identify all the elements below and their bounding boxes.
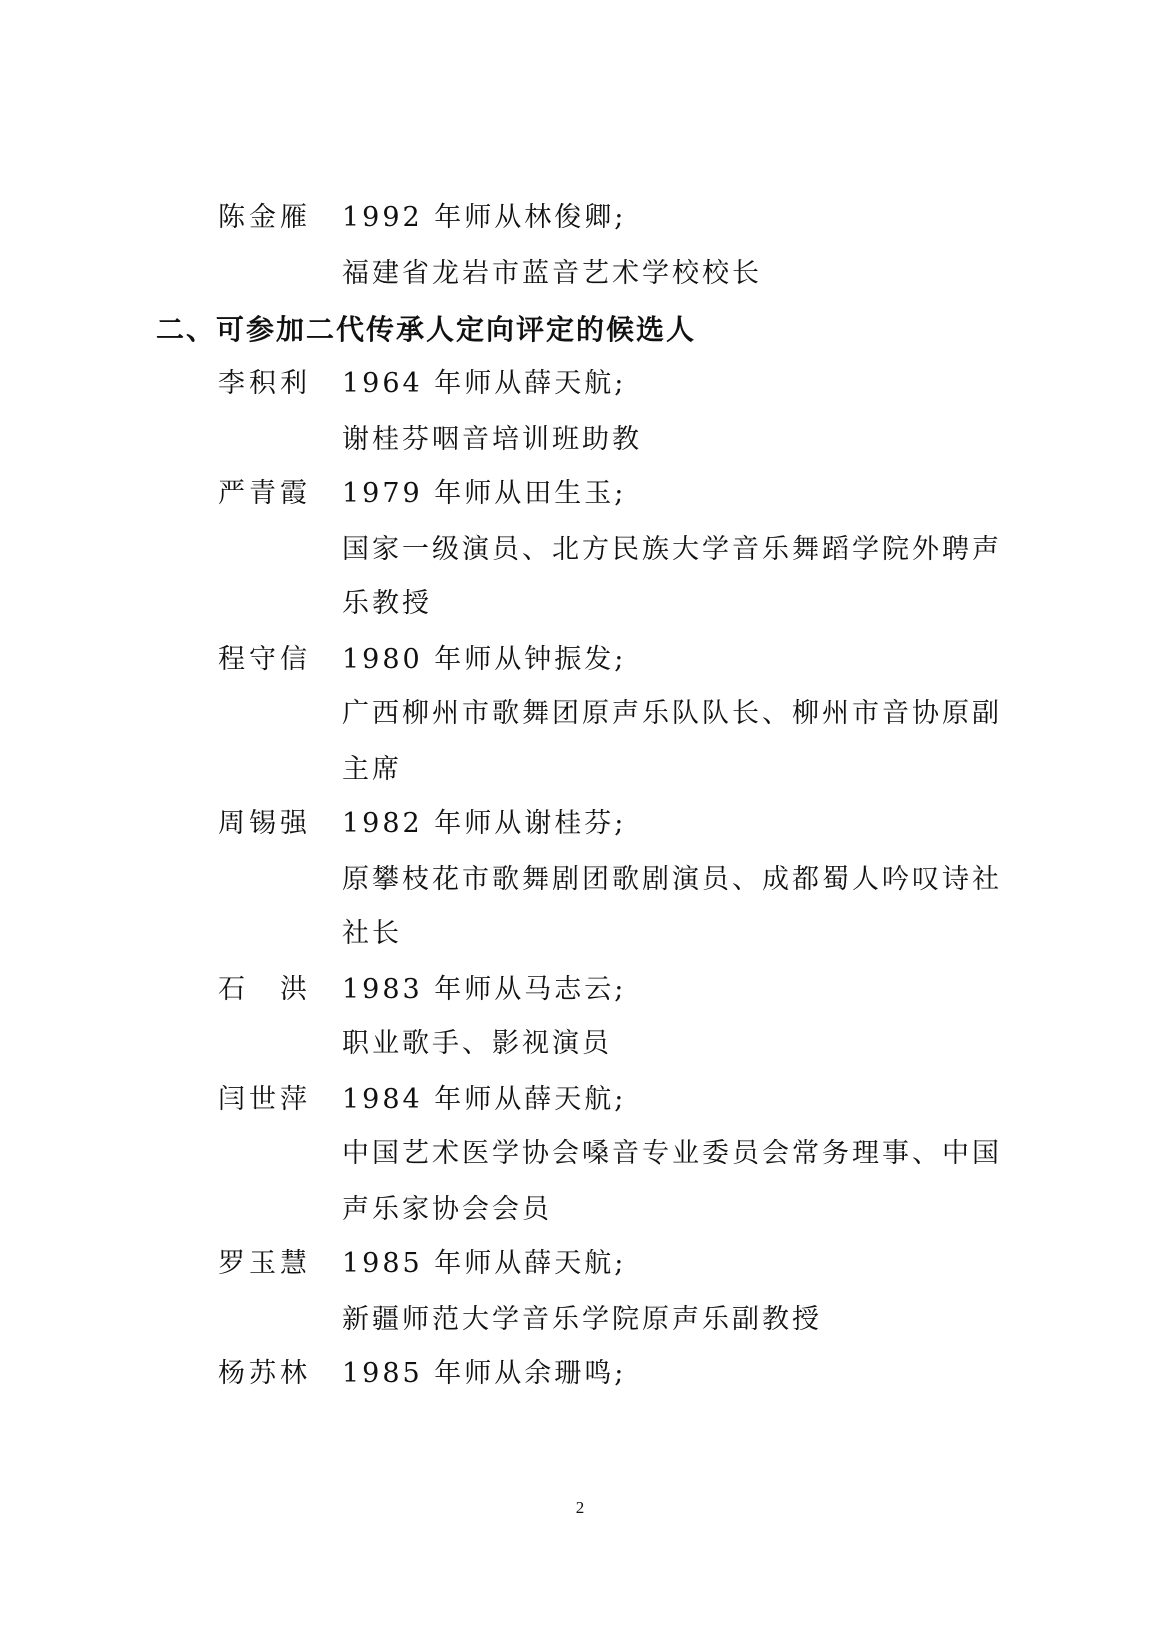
candidate-detail: 声乐家协会会员: [342, 1194, 552, 1225]
candidate-detail: 1985 年师从余珊鸣;: [342, 1358, 627, 1389]
candidate-detail: 1992 年师从林俊卿;: [342, 202, 627, 233]
candidate-detail: 谢桂芬咽音培训班助教: [342, 424, 642, 455]
candidate-detail: 1985 年师从薛天航;: [342, 1248, 627, 1279]
candidate-name: 周锡强: [218, 808, 311, 839]
candidate-name: 石 洪: [218, 974, 311, 1005]
candidate-name: 闫世萍: [218, 1084, 311, 1115]
candidate-detail: 主席: [342, 754, 402, 785]
section-heading: 二、可参加二代传承人定向评定的候选人: [156, 313, 697, 346]
candidate-name: 李积利: [218, 368, 311, 399]
candidate-detail: 乐教授: [342, 588, 432, 619]
candidate-name: 罗玉慧: [218, 1248, 311, 1279]
candidate-detail: 原攀枝花市歌舞剧团歌剧演员、成都蜀人吟叹诗社: [342, 864, 1002, 895]
candidate-name: 严青霞: [218, 478, 311, 509]
candidate-name: 程守信: [218, 644, 311, 675]
candidate-detail: 1984 年师从薛天航;: [342, 1084, 627, 1115]
candidate-name: 杨苏林: [218, 1358, 311, 1389]
candidate-detail: 社长: [342, 918, 402, 949]
candidate-detail: 福建省龙岩市蓝音艺术学校校长: [342, 258, 762, 289]
candidate-detail: 1980 年师从钟振发;: [342, 644, 627, 675]
candidate-detail: 广西柳州市歌舞团原声乐队队长、柳州市音协原副: [342, 698, 1002, 729]
candidate-detail: 1979 年师从田生玉;: [342, 478, 627, 509]
candidate-detail: 职业歌手、影视演员: [342, 1028, 612, 1059]
candidate-detail: 1982 年师从谢桂芬;: [342, 808, 627, 839]
page-number: 2: [575, 1498, 585, 1517]
candidate-name: 陈金雁: [218, 202, 311, 233]
candidate-detail: 1964 年师从薛天航;: [342, 368, 627, 399]
candidate-detail: 新疆师范大学音乐学院原声乐副教授: [342, 1304, 822, 1335]
candidate-detail: 1983 年师从马志云;: [342, 974, 627, 1005]
candidate-detail: 中国艺术医学协会嗓音专业委员会常务理事、中国: [342, 1138, 1002, 1169]
candidate-detail: 国家一级演员、北方民族大学音乐舞蹈学院外聘声: [342, 534, 1002, 565]
